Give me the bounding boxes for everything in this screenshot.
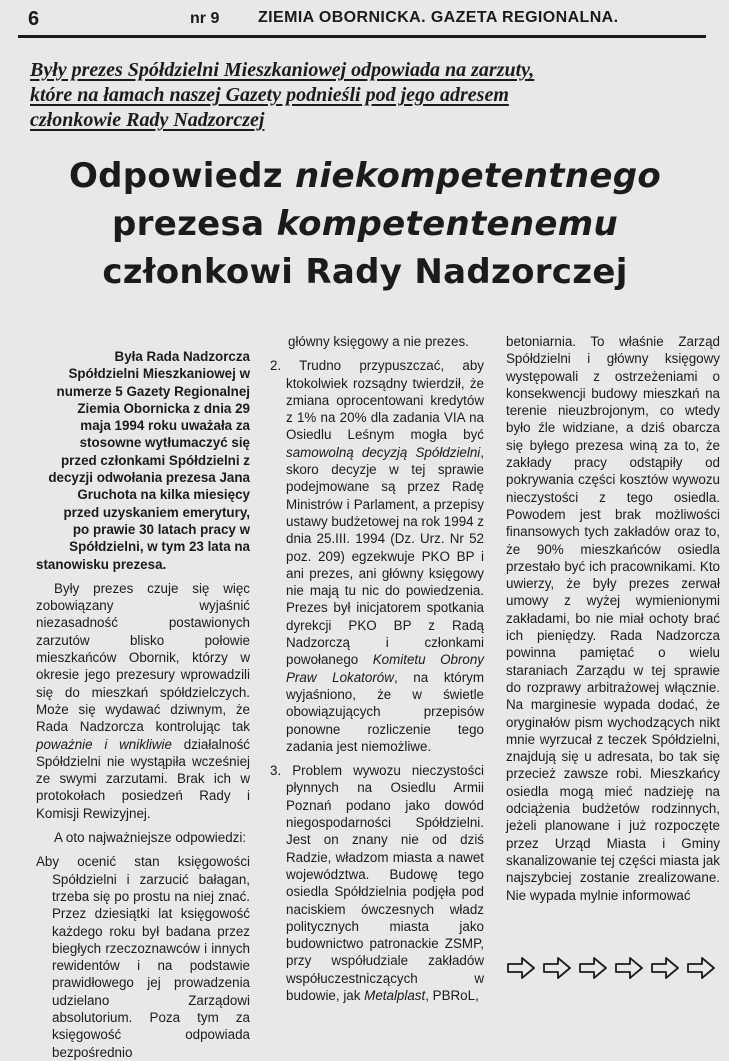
headline-part: Odpowiedz	[68, 156, 295, 196]
newspaper-title: ZIEMIA OBORNICKA. GAZETA REGIONALNA.	[258, 9, 619, 26]
lead-line: decyzji odwołania prezesa Jana	[48, 470, 250, 486]
article-column-3	[506, 333, 720, 904]
lead-line: numerze 5 Gazety Regionalnej	[56, 383, 250, 399]
body-text: działalność Spółdzielni nie wystąpiła wcześniej ze swymi zarzutami. Brak ich w protokołach posiedzeń Rady i Komisji Rewizyjnej.	[36, 736, 251, 821]
arrow-right-icon	[650, 955, 680, 981]
body-paragraph: główny księgowy a nie prezes.	[288, 334, 469, 349]
lead-line: Była Rada Nadzorcza	[114, 349, 250, 364]
body-text: Były prezes czuje się więc zobowiązany wyjaśnić niezasadność postawionych zarzutów blisko połowie mieszkańców Obornik, którzy w okresie jego prezesury wprowadzili się do mieszkań spółdzielczych. Może się wydawać dziwnym, że Rada Nadzorcza kontrolując tak	[36, 580, 250, 735]
lead-line: Ziemia Obornicka z dnia 29	[77, 400, 250, 416]
numbered-paragraph	[270, 357, 484, 755]
body-paragraph: Aby ocenić stan księgowości Spółdzielni i zarzucić bałagan, trzeba się po prostu na niej znać. Przez dziesiątki lat księgowość każdego roku był badana przez biegłych rzeczoznawców i innych rewidentów i na podstawie prawidłowego jej prowadzenia udzielano Zarządowi absolutorium. Poza tym za księgowość odpowiada bezpośrednio	[36, 854, 250, 1060]
headline-part: członkowi Rady Nadzorczej	[102, 252, 628, 292]
body-paragraph	[36, 580, 250, 822]
lead-line: Spółdzielni Mieszkaniowej w	[68, 366, 250, 382]
arrow-right-icon	[542, 955, 572, 981]
issue-number: nr 9	[190, 10, 220, 27]
body-paragraph: A oto najważniejsze odpowiedzi:	[54, 830, 247, 846]
lead-line: po prawie 30 latach pracy w	[72, 521, 250, 537]
body-text: , PBRoL,	[425, 987, 479, 1003]
headline-part-italic: kompetentenemu	[276, 204, 618, 244]
headline-part: prezesa	[112, 204, 277, 244]
article-headline	[20, 152, 710, 296]
body-text: 3. Problem wywozu nieczystości płynnych na Osiedlu Armii Poznań podano jako dowód niegospodarności Spółdzielni. Jest on znany nie od dziś Radzie, władzom miasta a nawet województwa. Budowę tego osiedla Spółdzielnia podjęła pod naciskiem ówczesnych władz politycznych miasta jako budownictwo patronackie ZSMP, przy współudziale zakładów współuczestniczących w budowie, jak	[270, 763, 484, 1003]
arrow-right-icon	[578, 955, 608, 981]
lead-line: Gruchota na kilka miesięcy	[77, 487, 250, 503]
body-text: , skoro decyzje w tej sprawie podejmowane są przez Radę Ministrów i Parlament, a przepisy ustawy budżetowej na rok 1994 z dnia 25.III. 1994 (Dz. Urz. Nr 52 poz. 209) egzekwuje PKO BP i ani prezes, ani główny księgowy nie mają tu nic do powiedzenia. Prezes był inicjatorem spotkania dyrekcji PKO BP z Radą Nadzorczą i członkami powołanego	[286, 444, 485, 668]
body-text-italic: Metalplast	[364, 987, 426, 1003]
continuation-arrows	[506, 955, 716, 981]
headline-part-italic: niekompetentnego	[294, 156, 662, 196]
kicker-line: członkowie Rady Nadzorczej	[30, 109, 265, 131]
article-kicker	[30, 58, 690, 133]
article-column-1	[36, 348, 250, 1061]
body-text-italic: Komitetu Obrony Praw Lokatorów	[286, 652, 484, 685]
article-column-2	[270, 333, 484, 1004]
page-number: 6	[28, 8, 40, 30]
body-text: 2. Trudno przypuszczać, aby ktokolwiek rozsądny twierdził, że zmiana oprocentowani kredytów z 1% na 20% dla zadania VIA na Osiedlu Leśnym mogła być	[270, 358, 484, 443]
lead-line: stanowisku prezesa.	[36, 556, 167, 572]
lead-line: przed członkami Spółdzielni z	[61, 452, 250, 468]
numbered-paragraph	[270, 762, 484, 1004]
kicker-line: Były prezes Spółdzielni Mieszkaniowej odpowiada na zarzuty,	[30, 59, 535, 81]
lead-line: przed uzyskaniem emerytury,	[63, 504, 250, 520]
body-paragraph: betoniarnia. To właśnie Zarząd Spółdzielni i główny księgowy występowali z ostrzeżeniami o konsekwencji budowy mieszkań na terenie nieuzbrojonym, co wtedy było źle widziane, a dziś obarcza się byłego prezesa winą za to, że zakłady pracy odstąpiły od pokrywania części kosztów wywozu nieczystości z tego osiedla. Powodem jest brak możliwości finansowych tych zakładów oraz to, że 90% mieszkańców osiedla przestało być ich pracownikami. Kto uwierzy, że były prezes zerwał umowy z wyżej wymienionymi zakładami, bo nie miał ochoty brać ich pieniędzy. Rada Nadzorcza powinna pamiętać o wielu staraniach Zarządu w tej sprawie do rozprawy arbitrażowej włącznie. Na marginesie wypada dodać, że oryginałów pism wychodzących nikt mnie wyrzucał z teczek Spółdzielni, znajdują się u adresata, bo tak się przecież zawsze robi. Mieszkańcy osiedla mogą mieć nadzieję na odciążenia budżetów rodzinnych, jeżeli planowane i już rozpoczęte przez Urząd Miasta i Gminy skanalizowanie tej części miasta jak najszybciej zostanie zrealizowane. Nie wypada mylnie informować	[506, 334, 720, 903]
lead-line: Spółdzielni, w tym 23 lata na	[69, 539, 250, 555]
body-text-italic: samowolną decyzją Spółdzielni	[286, 444, 481, 460]
lead-paragraph	[36, 348, 250, 573]
lead-line: maja 1994 roku uważała za	[80, 418, 250, 434]
kicker-line: które na łamach naszej Gazety podnieśli pod jego adresem	[30, 84, 509, 106]
page-header	[18, 6, 708, 36]
header-rule	[18, 35, 706, 38]
body-text: , na którym wyjaśniono, że w świetle obowiązujących przepisów ponowne rozliczenie tego zadania jest niemożliwe.	[286, 669, 484, 754]
arrow-right-icon	[686, 955, 716, 981]
body-text-italic: poważnie i wnikliwie	[36, 736, 172, 752]
arrow-right-icon	[506, 955, 536, 981]
arrow-right-icon	[614, 955, 644, 981]
lead-line: stosowne wytłumaczyć się	[79, 435, 250, 451]
